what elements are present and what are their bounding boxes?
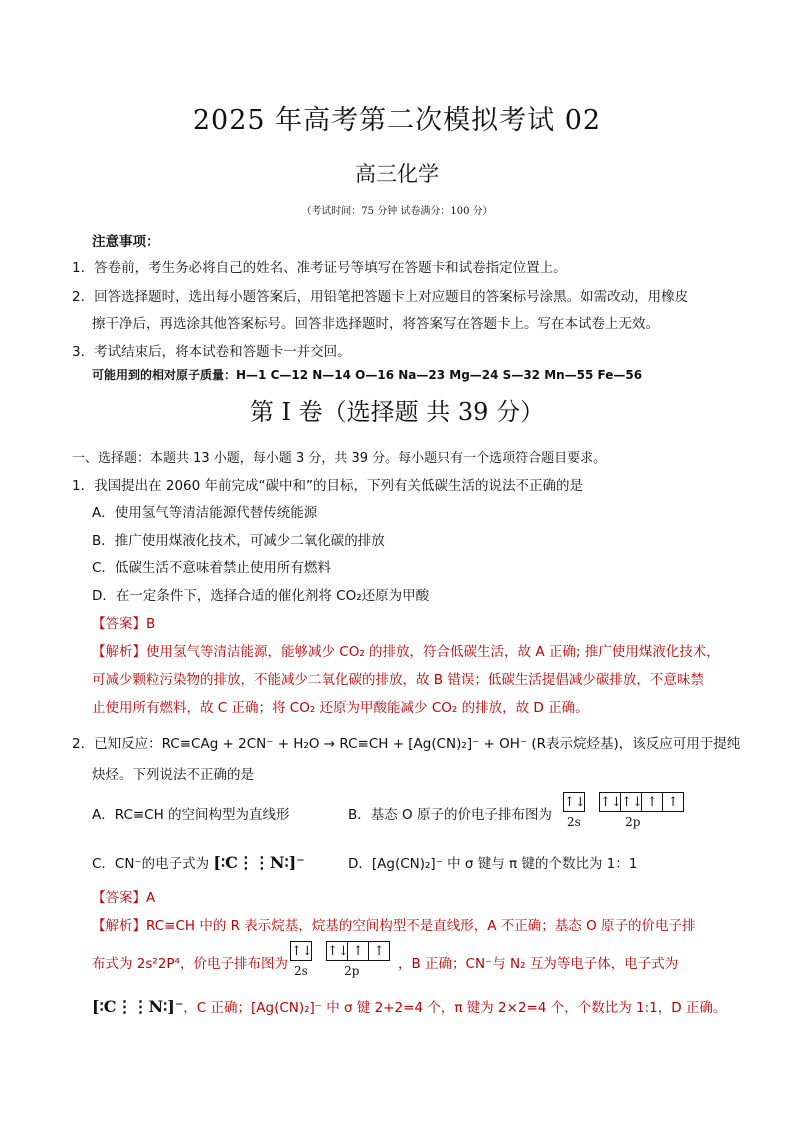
exam-info: （考试时间：75 分钟 试卷满分：100 分） bbox=[301, 206, 493, 217]
q1-option-d: D．在一定条件下，选择合适的催化剂将 CO₂还原为甲酸 bbox=[92, 588, 430, 604]
q1-answer bbox=[92, 612, 155, 632]
q2-analysis-line-3: [∶C⋮⋮N∶]⁻，C 正确；[Ag(CN)₂]⁻ 中 σ 键 2+2=4 个，π 键为 2×2=4 个，个数比为 1:1，D 正确。 bbox=[92, 997, 727, 1016]
q2-option-a: A．RC≡CH 的空间构型为直线形 bbox=[92, 807, 290, 823]
note-item-2: 2．回答选择题时，选出每小题答案后，用铅笔把答题卡上对应题目的答案标号涂黑。如需改动，用橡皮 bbox=[72, 289, 689, 305]
q1-analysis-label: 【解析】 bbox=[92, 644, 146, 660]
orbital-box: ↑↓ bbox=[599, 792, 621, 812]
orbital-2s bbox=[290, 940, 313, 978]
q1-analysis-line-1: 【解析】使用氢气等清洁能源，能够减少 CO₂ 的排放，符合低碳生活，故 A 正确; 推广使用煤液化技术， bbox=[92, 644, 720, 660]
orbital-2p-label: 2p bbox=[625, 815, 641, 829]
orbital-box: ↑ bbox=[662, 792, 684, 812]
q1-stem: 1．我国提出在 2060 年前完成“碳中和”的目标，下列有关低碳生活的说法不正确的是 bbox=[72, 478, 584, 494]
section-title: 第 I 卷（选择题 共 39 分） bbox=[249, 398, 545, 426]
q2-analysis-line-2b: ，B 正确；CN⁻与 N₂ 互为等电子体，电子式为 bbox=[398, 956, 679, 972]
q2-answer-value: A bbox=[146, 890, 156, 906]
q1-answer-value: B bbox=[146, 616, 156, 632]
q1-answer-label: 【答案】 bbox=[92, 616, 146, 632]
q2-option-b: B．基态 O 原子的价电子排布图为 bbox=[348, 807, 552, 823]
orbital-box: ↑↓ bbox=[326, 941, 348, 961]
q2-stem-1: 2．已知反应：RC≡CAg + 2CN⁻ + H₂O → RC≡CH + [Ag(CN)₂]⁻ + OH⁻ (R表示烷烃基)，该反应可用于提纯 bbox=[72, 736, 741, 752]
notes-heading: 注意事项： bbox=[92, 234, 160, 250]
orbital-box: ↑↓ bbox=[563, 792, 585, 812]
orbital-2s-label: 2s bbox=[294, 964, 308, 978]
q1-analysis-line-2: 可减少颗粒污染物的排放，不能减少二氧化碳的排放，故 B 错误；低碳生活提倡减少碳排放，不意味禁 bbox=[92, 672, 704, 688]
orbital-2s-label: 2s bbox=[567, 815, 581, 829]
orbital-2s bbox=[563, 791, 586, 829]
q1-option-a: A．使用氢气等清洁能源代替传统能源 bbox=[92, 505, 318, 521]
q2-option-d: D．[Ag(CN)₂]⁻ 中 σ 键与 π 键的个数比为 1：1 bbox=[348, 856, 638, 872]
section-instruction: 一、选择题：本题共 13 小题，每小题 3 分，共 39 分。每小题只有一个选项符合题目要求。 bbox=[72, 451, 607, 466]
q1-analysis-line-3: 止使用所有燃料，故 C 正确；将 CO₂ 还原为甲酸能减少 CO₂ 的排放，故 D 正确。 bbox=[92, 700, 589, 716]
orbital-box: ↑ bbox=[347, 941, 369, 961]
q2-orbital-diagram bbox=[563, 791, 683, 829]
q2-analysis-label: 【解析】 bbox=[92, 918, 146, 934]
cn-electron-formula: [∶C⋮⋮N∶]⁻ bbox=[92, 997, 184, 1016]
orbital-2p-label: 2p bbox=[344, 964, 360, 978]
orbital-box: ↑ bbox=[368, 941, 390, 961]
q2-analysis-line-1: 【解析】RC≡CH 中的 R 表示烷基，烷基的空间构型不是直线形，A 不正确；基态 O 原子的价电子排 bbox=[92, 918, 696, 934]
orbital-2p bbox=[326, 940, 389, 978]
q2-option-c: C．CN⁻的电子式为 [∶C⋮⋮N∶]⁻ bbox=[92, 853, 305, 872]
q1-option-b: B．推广使用煤液化技术，可减少二氧化碳的排放 bbox=[92, 533, 385, 549]
q2-answer bbox=[92, 886, 155, 906]
q2-analysis-line-2a: 布式为 2s²2P⁴，价电子排布图为 bbox=[92, 956, 288, 972]
note-item-3: 3．考试结束后，将本试卷和答题卡一并交回。 bbox=[72, 344, 351, 360]
atomic-mass-line: 可能用到的相对原子质量：H—1 C—12 N—14 O—16 Na—23 Mg—24 S—32 Mn—55 Fe—56 bbox=[92, 368, 643, 382]
note-item-2-cont: 擦干净后，再选涂其他答案标号。回答非选择题时，将答案写在答题卡上。写在本试卷上无效。 bbox=[92, 316, 659, 332]
exam-subtitle: 高三化学 bbox=[355, 162, 439, 186]
orbital-box: ↑ bbox=[641, 792, 663, 812]
orbital-box: ↑↓ bbox=[620, 792, 642, 812]
note-item-1: 1．答卷前，考生务必将自己的姓名、准考证号等填写在答题卡和试卷指定位置上。 bbox=[72, 260, 567, 276]
exam-title: 2025 年高考第二次模拟考试 02 bbox=[192, 105, 602, 136]
orbital-box: ↑↓ bbox=[290, 941, 312, 961]
orbital-2p bbox=[599, 791, 683, 829]
q2-answer-label: 【答案】 bbox=[92, 890, 146, 906]
q1-option-c: C．低碳生活不意味着禁止使用所有燃料 bbox=[92, 560, 331, 576]
q2-stem-2: 炔烃。下列说法不正确的是 bbox=[92, 767, 254, 783]
cn-electron-formula: [∶C⋮⋮N∶]⁻ bbox=[213, 853, 305, 872]
q2-analysis-orbital-diagram bbox=[290, 940, 389, 978]
